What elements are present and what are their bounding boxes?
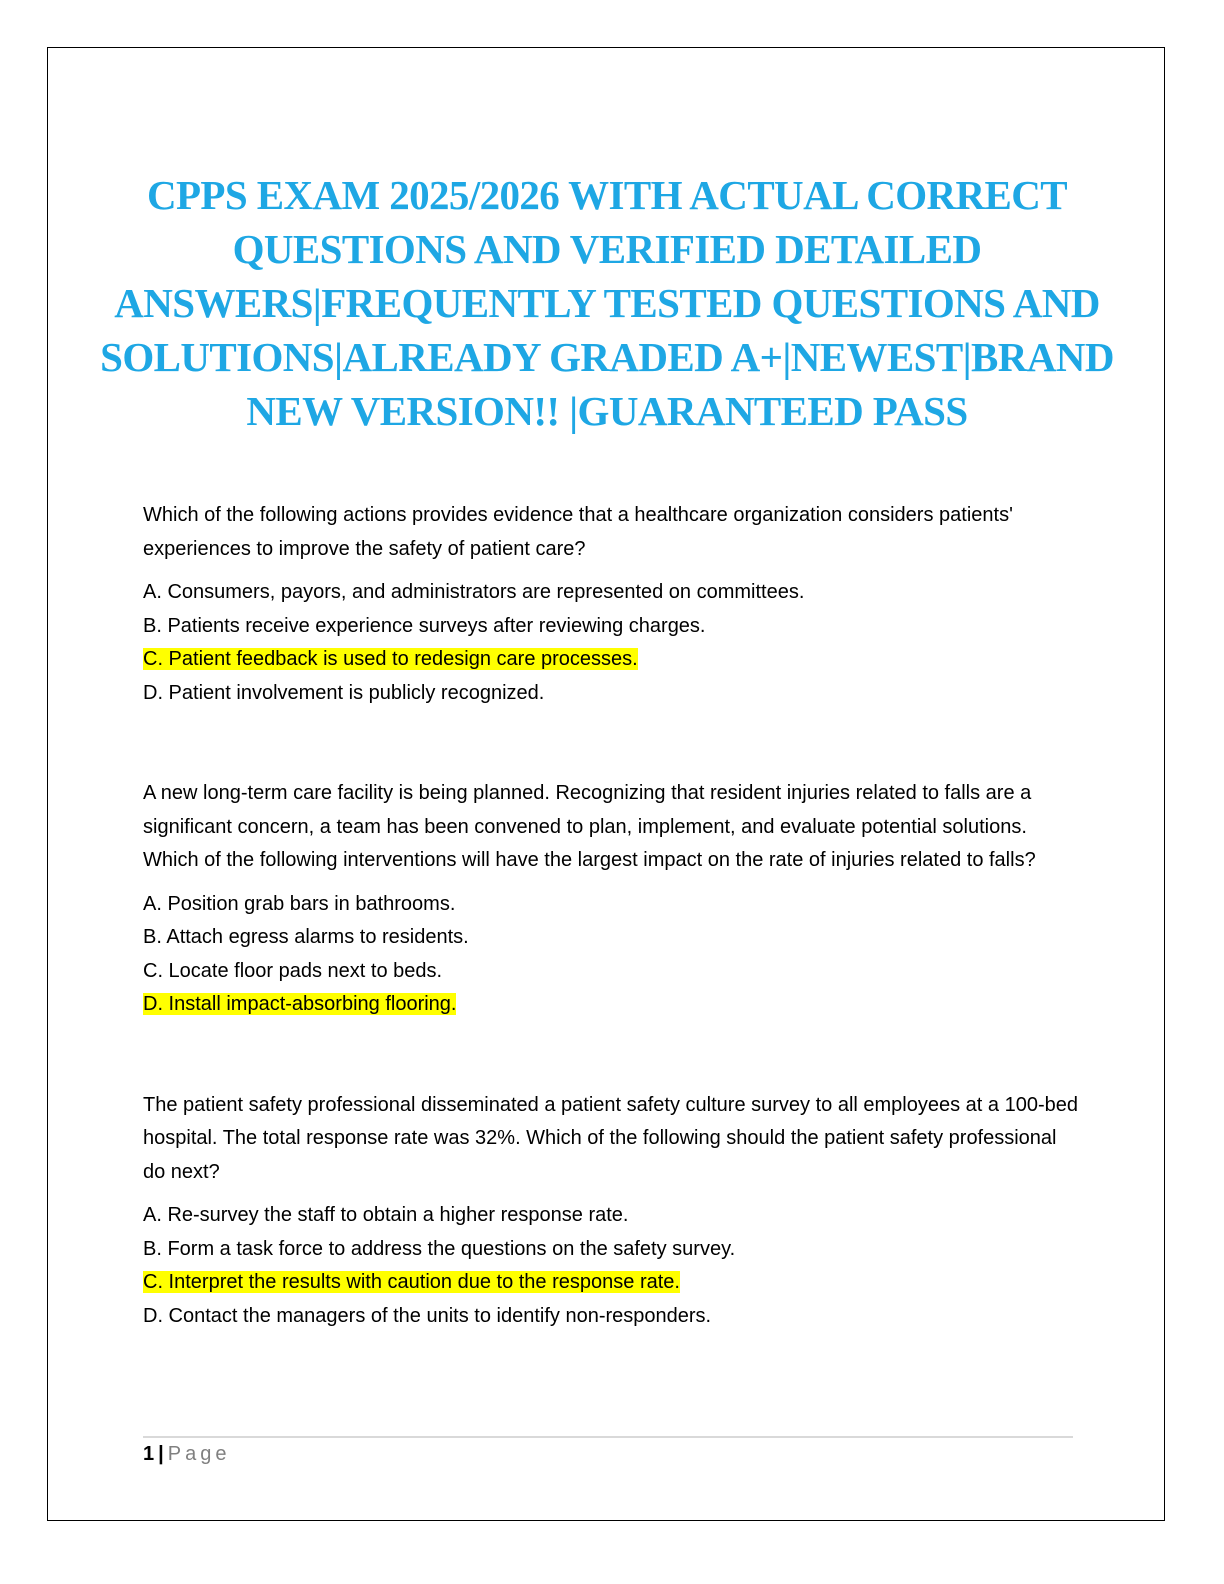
answer-option-c [143,643,1083,677]
answer-option-a: A. Consumers, payors, and administrators are represented on committees. [143,581,805,603]
question-1 [143,499,1083,710]
answer-option-a: A. Re-survey the staff to obtain a higher response rate. [143,1204,629,1226]
answer-option-d: D. Contact the managers of the units to identify non-responders. [143,1304,712,1327]
document-title: CPPS EXAM 2025/2026 WITH ACTUAL CORRECT QUESTIONS AND VERIFIED DETAILED ANSWERS|FREQUENTLY TESTED QUESTIONS AND SOLUTIONS|ALREADY GRADED A+|NEWEST|BRAND NEW VERSION!! |GUARANTEED PASS [100,172,1114,434]
answer-option-c [143,1266,1083,1300]
highlighted-correct-answer: C. Patient feedback is used to redesign care processes. [143,648,638,670]
question-text: Which of the following actions provides evidence that a healthcare organization considers patients' experiences to improve the safety of patient care? [143,504,1013,560]
answer-options [143,576,1083,710]
answer-option-b: B. Attach egress alarms to residents. [143,926,469,948]
question-2 [143,777,1083,1022]
answer-option-d [143,988,1083,1022]
answer-options [143,888,1083,1022]
answer-options [143,1199,1083,1333]
spacer [143,1022,1083,1089]
highlighted-correct-answer: D. Install impact-absorbing flooring. [143,993,457,1015]
answer-option-d: D. Patient involvement is publicly recognized. [143,681,545,704]
footer-separator: | [158,1443,164,1465]
spacer [143,710,1083,777]
answer-option-b: B. Patients receive experience surveys after reviewing charges. [143,614,706,637]
page-label: Page [167,1443,231,1465]
page-footer [143,1441,230,1467]
answer-option-c: C. Locate floor pads next to beds. [143,959,443,982]
footer-divider [143,1436,1073,1438]
answer-option-b: B. Form a task force to address the questions on the safety survey. [143,1237,736,1260]
highlighted-correct-answer: C. Interpret the results with caution due to the response rate. [143,1271,680,1293]
question-list [143,499,1083,1333]
answer-option-a: A. Position grab bars in bathrooms. [143,892,456,915]
question-3 [143,1089,1083,1334]
question-text: The patient safety professional disseminated a patient safety culture survey to all employees at a 100-bed hospital. The total response rate was 32%. Which of the following should the patient safety professional do next? [143,1093,1078,1183]
question-text: A new long-term care facility is being planned. Recognizing that resident injuries related to falls are a significant concern, a team has been convened to plan, implement, and evaluate potential solutions. Which of the following interventions will have the largest impact on the rate of injuries related to falls? [143,782,1036,871]
page-number: 1 [143,1443,155,1465]
